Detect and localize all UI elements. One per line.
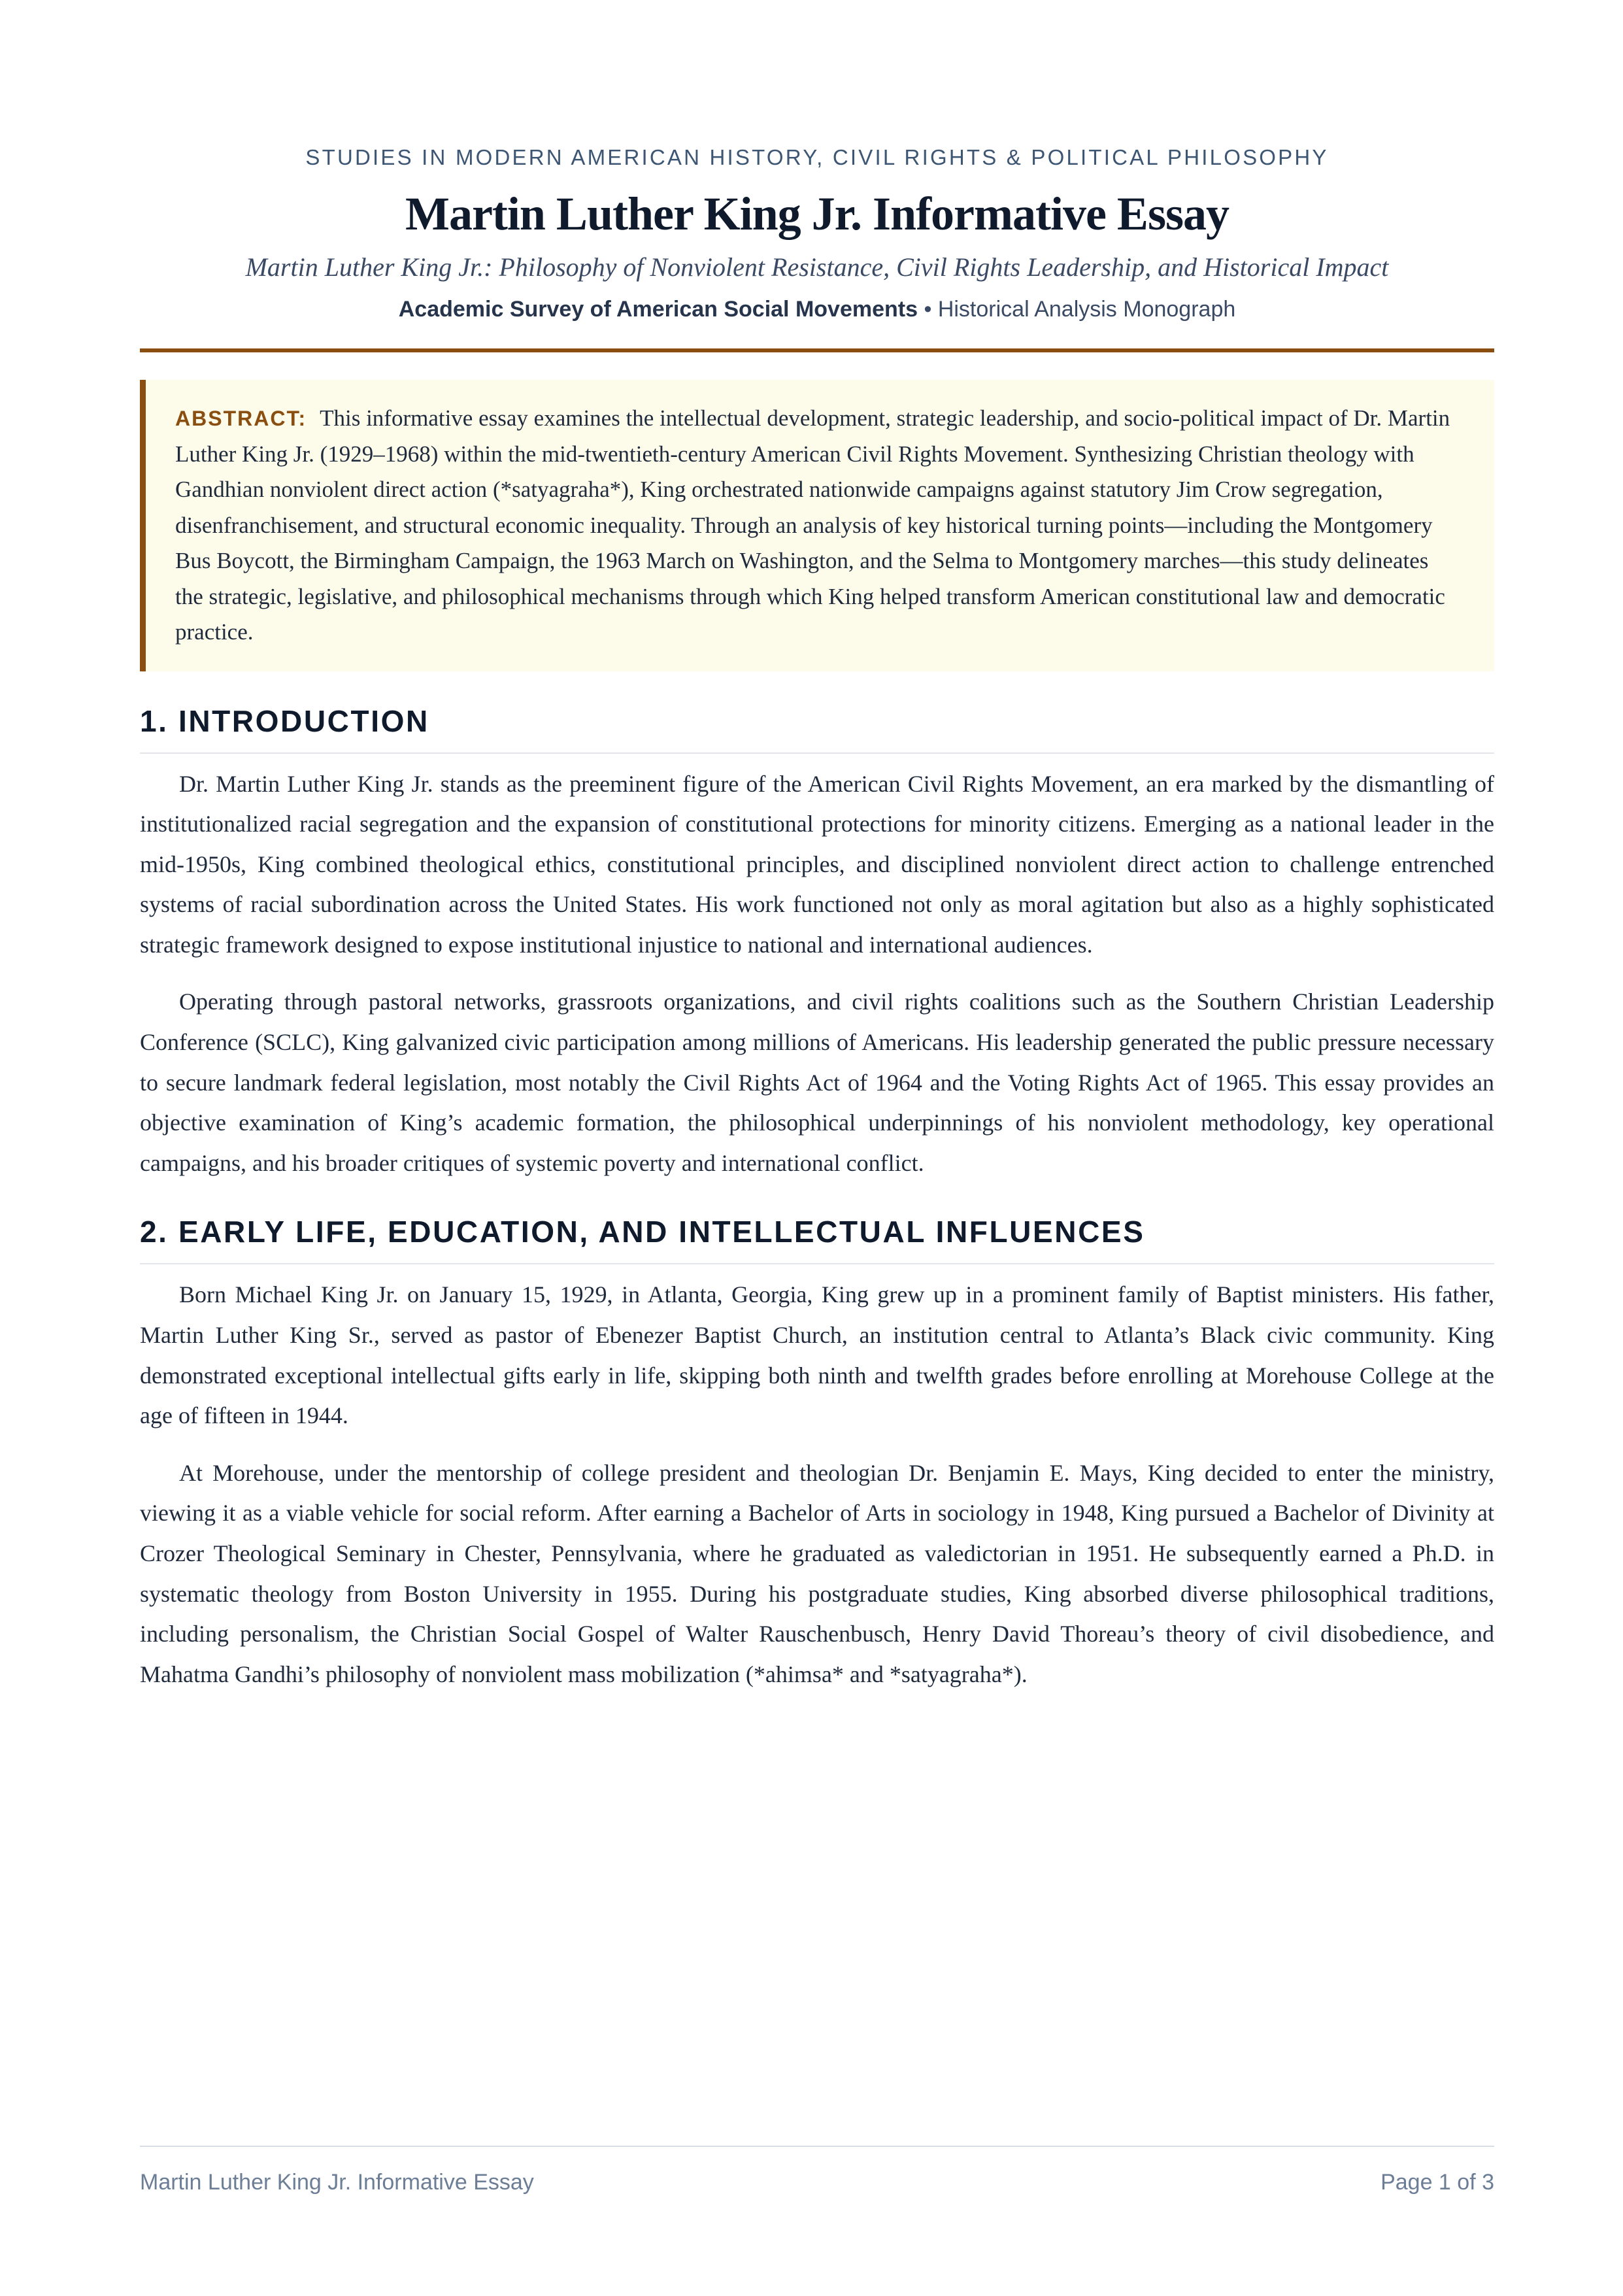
paragraph: Dr. Martin Luther King Jr. stands as the preeminent figure of the American Civil Rights Movement, an era marked by the dismantling of institutionalized racial segregation and the expansion of constitutional protections for minority citizens. Emerging as a national leader in the mid-1950s, King combined theological ethics, constitutional principles, and disciplined nonviolent direct action to challenge entrenched systems of racial subordination across the United States. His work functioned not only as moral agitation but also as a highly sophisticated strategic framework designed to expose institutional injustice to national and international audiences. bbox=[140, 770, 1494, 958]
section-heading-introduction: 1. INTRODUCTION bbox=[140, 703, 1494, 754]
section-body-early-life bbox=[140, 1275, 1494, 1695]
document-page bbox=[140, 0, 1494, 1695]
section-heading-early-life: 2. EARLY LIFE, EDUCATION, AND INTELLECTUAL INFLUENCES bbox=[140, 1213, 1494, 1264]
header-divider bbox=[140, 348, 1494, 352]
page-footer bbox=[140, 2146, 1494, 2197]
page-subtitle: Martin Luther King Jr.: Philosophy of Nonviolent Resistance, Civil Rights Leadership, and Historical Impact bbox=[245, 252, 1389, 282]
page-title: Martin Luther King Jr. Informative Essay bbox=[405, 188, 1229, 240]
paragraph: Born Michael King Jr. on January 15, 1929, in Atlanta, Georgia, King grew up in a prominent family of Baptist ministers. His father, Martin Luther King Sr., served as pastor of Ebenezer Baptist Church, an institution central to Atlanta’s Black civic community. King demonstrated exceptional intellectual gifts early in life, skipping both ninth and twelfth grades before enrolling at Morehouse College at the age of fifteen in 1944. bbox=[140, 1281, 1494, 1429]
footer-document-title: Martin Luther King Jr. Informative Essay bbox=[140, 2170, 534, 2195]
organization-name: Academic Survey of American Social Movements bbox=[398, 297, 918, 322]
series-label: STUDIES IN MODERN AMERICAN HISTORY, CIVIL RIGHTS & POLITICAL PHILOSOPHY bbox=[305, 145, 1329, 169]
meta-separator: • bbox=[924, 297, 932, 322]
abstract-label: ABSTRACT: bbox=[175, 407, 307, 430]
document-type: Historical Analysis Monograph bbox=[937, 297, 1236, 322]
section-body-introduction bbox=[140, 764, 1494, 1184]
abstract-text: This informative essay examines the intellectual development, strategic leadership, and socio-political impact of Dr. Martin Luther King Jr. (1929–1968) within the mid-twentieth-century American Civil Rights Movement. Synthesizing Christian theology with Gandhian nonviolent direct action (*satyagraha*), King orchestrated nationwide campaigns against statutory Jim Crow segregation, disenfranchisement, and structural economic inequality. Through an analysis of key historical turning points—including the Montgomery Bus Boycott, the Birmingham Campaign, the 1963 March on Washington, and the Selma to Montgomery marches—this study delineates the strategic, legislative, and philosophical mechanisms through which King helped transform American constitutional law and democratic practice. bbox=[175, 405, 1450, 645]
page-number: Page 1 of 3 bbox=[1380, 2170, 1494, 2195]
paragraph: At Morehouse, under the mentorship of college president and theologian Dr. Benjamin E. Mays, King decided to enter the ministry, viewing it as a viable vehicle for social reform. After earning a Bachelor of Arts in sociology in 1948, King pursued a Bachelor of Divinity at Crozer Theological Seminary in Chester, Pennsylvania, where he graduated as valedictorian in 1951. He subsequently earned a Ph.D. in systematic theology from Boston University in 1955. During his postgraduate studies, King absorbed diverse philosophical traditions, including personalism, the Christian Social Gospel of Walter Rauschenbusch, Henry David Thoreau’s theory of civil disobedience, and Mahatma Gandhi’s philosophy of nonviolent mass mobilization (*ahimsa* and *satyagraha*). bbox=[140, 1459, 1494, 1687]
abstract-box bbox=[140, 380, 1494, 671]
paragraph: Operating through pastoral networks, grassroots organizations, and civil rights coalitions such as the Southern Christian Leadership Conference (SCLC), King galvanized civic participation among millions of Americans. His leadership generated the public pressure necessary to secure landmark federal legislation, most notably the Civil Rights Act of 1964 and the Voting Rights Act of 1965. This essay provides an objective examination of King’s academic formation, the philosophical underpinnings of his nonviolent methodology, key operational campaigns, and his broader critiques of systemic poverty and international conflict. bbox=[140, 988, 1494, 1176]
publication-meta bbox=[140, 295, 1494, 324]
